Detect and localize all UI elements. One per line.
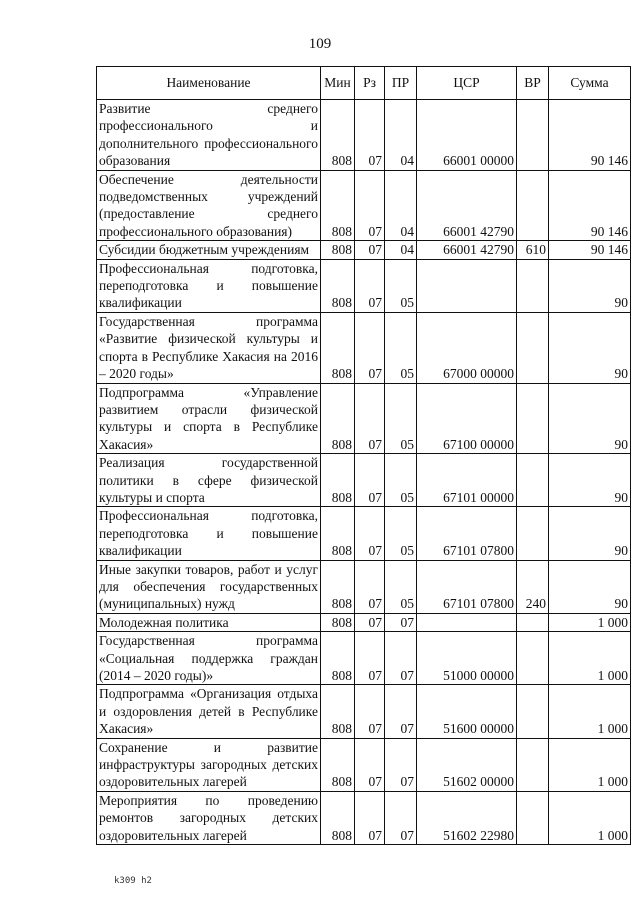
cell-name: Субсидии бюджетным учреждениям (97, 241, 321, 259)
cell-csr: 67100 00000 (417, 383, 517, 454)
cell-sum: 90 146 (549, 100, 631, 171)
cell-min: 808 (321, 560, 355, 613)
table-row (97, 738, 631, 791)
cell-name: Профессиональная подготовка, переподготовка и повышение квалификации (97, 507, 321, 560)
header-name: Наименование (97, 67, 321, 100)
cell-rz: 07 (355, 791, 385, 844)
cell-pr: 07 (385, 613, 417, 631)
cell-rz: 07 (355, 560, 385, 613)
cell-name: Развитие среднего профессионального и дополнительного профессионального образования (97, 100, 321, 171)
cell-pr: 07 (385, 791, 417, 844)
cell-vr (517, 259, 549, 312)
cell-rz: 07 (355, 241, 385, 259)
cell-vr (517, 685, 549, 738)
cell-min: 808 (321, 454, 355, 507)
cell-sum: 90 (549, 383, 631, 454)
cell-min: 808 (321, 100, 355, 171)
cell-vr (517, 791, 549, 844)
cell-rz: 07 (355, 170, 385, 241)
cell-sum: 1 000 (549, 738, 631, 791)
header-csr: ЦСР (417, 67, 517, 100)
cell-csr (417, 259, 517, 312)
cell-vr (517, 383, 549, 454)
cell-min: 808 (321, 312, 355, 383)
cell-vr (517, 507, 549, 560)
cell-rz: 07 (355, 738, 385, 791)
cell-name: Государственная программа «Развитие физической культуры и спорта в Республике Хакасия на 2016 – 2020 годы» (97, 312, 321, 383)
cell-pr: 07 (385, 632, 417, 685)
cell-sum: 1 000 (549, 685, 631, 738)
cell-pr: 05 (385, 383, 417, 454)
cell-csr: 66001 42790 (417, 241, 517, 259)
cell-pr: 05 (385, 312, 417, 383)
header-min: Мин (321, 67, 355, 100)
cell-min: 808 (321, 738, 355, 791)
cell-name: Молодежная политика (97, 613, 321, 631)
cell-sum: 1 000 (549, 613, 631, 631)
cell-name: Подпрограмма «Организация отдыха и оздоровления детей в Республике Хакасия» (97, 685, 321, 738)
cell-csr: 51000 00000 (417, 632, 517, 685)
table-row (97, 383, 631, 454)
cell-vr: 240 (517, 560, 549, 613)
cell-name: Подпрограмма «Управление развитием отрасли физической культуры и спорта в Республике Хакасия» (97, 383, 321, 454)
cell-min: 808 (321, 259, 355, 312)
cell-csr: 67101 00000 (417, 454, 517, 507)
footer-code: k309 h2 (114, 876, 152, 886)
cell-rz: 07 (355, 100, 385, 171)
cell-name: Профессиональная подготовка, переподготовка и повышение квалификации (97, 259, 321, 312)
cell-name: Государственная программа «Социальная поддержка граждан (2014 – 2020 годы)» (97, 632, 321, 685)
table-row (97, 259, 631, 312)
cell-name: Мероприятия по проведению ремонтов загородных детских оздоровительных лагерей (97, 791, 321, 844)
cell-csr: 67101 07800 (417, 560, 517, 613)
cell-sum: 90 146 (549, 241, 631, 259)
cell-csr: 66001 00000 (417, 100, 517, 171)
header-vr: ВР (517, 67, 549, 100)
header-pr: ПР (385, 67, 417, 100)
cell-vr (517, 454, 549, 507)
cell-sum: 90 146 (549, 170, 631, 241)
cell-pr: 04 (385, 170, 417, 241)
header-rz: Рз (355, 67, 385, 100)
cell-min: 808 (321, 632, 355, 685)
table-row (97, 560, 631, 613)
cell-rz: 07 (355, 507, 385, 560)
cell-vr (517, 312, 549, 383)
cell-pr: 05 (385, 454, 417, 507)
cell-min: 808 (321, 170, 355, 241)
cell-sum: 90 (549, 507, 631, 560)
table-row (97, 685, 631, 738)
table-row (97, 312, 631, 383)
cell-name: Обеспечение деятельности подведомственных учреждений (предоставление среднего профессионального образования) (97, 170, 321, 241)
cell-pr: 05 (385, 259, 417, 312)
cell-sum: 90 (549, 312, 631, 383)
cell-min: 808 (321, 241, 355, 259)
cell-sum: 90 (549, 259, 631, 312)
cell-csr: 51600 00000 (417, 685, 517, 738)
cell-csr: 66001 42790 (417, 170, 517, 241)
cell-sum: 90 (549, 560, 631, 613)
cell-pr: 07 (385, 685, 417, 738)
cell-sum: 90 (549, 454, 631, 507)
cell-rz: 07 (355, 383, 385, 454)
table-row (97, 454, 631, 507)
cell-csr: 51602 22980 (417, 791, 517, 844)
cell-rz: 07 (355, 632, 385, 685)
table-header-row (97, 67, 631, 100)
cell-pr: 04 (385, 100, 417, 171)
cell-vr (517, 100, 549, 171)
cell-vr: 610 (517, 241, 549, 259)
cell-min: 808 (321, 791, 355, 844)
table-row (97, 100, 631, 171)
cell-pr: 05 (385, 507, 417, 560)
table-row (97, 507, 631, 560)
cell-rz: 07 (355, 685, 385, 738)
cell-pr: 07 (385, 738, 417, 791)
header-sum: Сумма (549, 67, 631, 100)
cell-vr (517, 632, 549, 685)
cell-pr: 05 (385, 560, 417, 613)
cell-min: 808 (321, 613, 355, 631)
cell-csr: 51602 00000 (417, 738, 517, 791)
cell-sum: 1 000 (549, 791, 631, 844)
cell-rz: 07 (355, 259, 385, 312)
cell-name: Реализация государственной политики в сфере физической культуры и спорта (97, 454, 321, 507)
cell-name: Иные закупки товаров, работ и услуг для обеспечения государственных (муниципальных) нужд (97, 560, 321, 613)
table-row (97, 241, 631, 259)
cell-rz: 07 (355, 312, 385, 383)
cell-pr: 04 (385, 241, 417, 259)
cell-vr (517, 738, 549, 791)
cell-vr (517, 170, 549, 241)
page-number: 109 (308, 36, 332, 52)
cell-csr: 67000 00000 (417, 312, 517, 383)
cell-sum: 1 000 (549, 632, 631, 685)
cell-min: 808 (321, 685, 355, 738)
cell-vr (517, 613, 549, 631)
cell-min: 808 (321, 383, 355, 454)
table-row (97, 632, 631, 685)
cell-min: 808 (321, 507, 355, 560)
cell-csr (417, 613, 517, 631)
cell-rz: 07 (355, 613, 385, 631)
table-row (97, 613, 631, 631)
cell-name: Сохранение и развитие инфраструктуры загородных детских оздоровительных лагерей (97, 738, 321, 791)
cell-csr: 67101 07800 (417, 507, 517, 560)
cell-rz: 07 (355, 454, 385, 507)
table-row (97, 791, 631, 844)
budget-table (96, 66, 631, 845)
table-row (97, 170, 631, 241)
